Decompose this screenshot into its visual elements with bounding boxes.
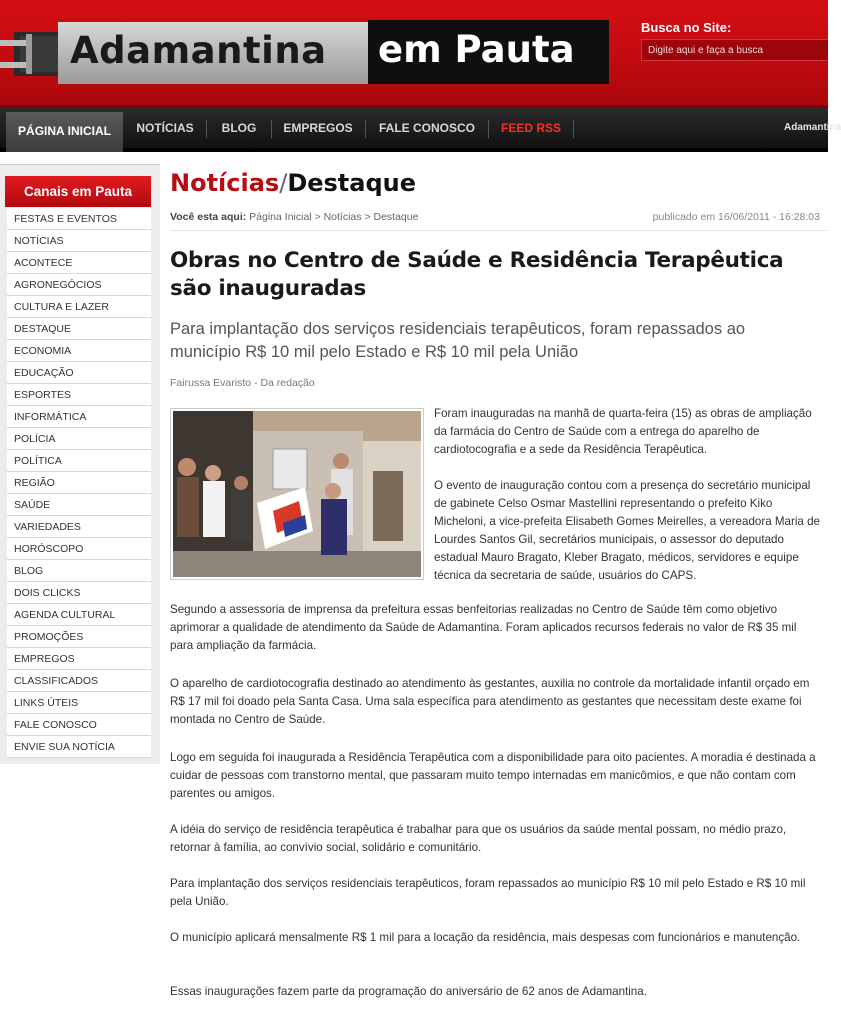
article-photo[interactable] xyxy=(170,408,424,580)
page-title xyxy=(170,169,416,197)
nav-divider xyxy=(365,120,366,138)
sidebar-item-promocoes[interactable]: PROMOÇÕES xyxy=(7,626,151,648)
nav-item-feed-rss[interactable]: FEED RSS xyxy=(500,121,561,135)
sidebar-item-informatica[interactable]: INFORMÁTICA xyxy=(7,406,151,428)
nav-divider xyxy=(573,120,574,138)
sidebar-item-fale-conosco[interactable]: FALE CONOSCO xyxy=(7,714,151,736)
sidebar-item-horoscopo[interactable]: HORÓSCOPO xyxy=(7,538,151,560)
sidebar-item-blog[interactable]: BLOG xyxy=(7,560,151,582)
sidebar-item-agronegocios[interactable]: AGRONEGÓCIOS xyxy=(7,274,151,296)
inauguration-photo xyxy=(173,411,421,577)
logo-tagline[interactable] xyxy=(368,20,609,84)
search-label: Busca no Site: xyxy=(641,20,732,35)
sidebar-item-destaque[interactable]: DESTAQUE xyxy=(7,318,151,340)
nav-item-blog[interactable]: BLOG xyxy=(221,121,257,135)
sidebar-item-cultura-e-lazer[interactable]: CULTURA E LAZER xyxy=(7,296,151,318)
article-title: Obras no Centro de Saúde e Residência Terapêutica são inauguradas xyxy=(170,248,784,301)
sidebar-item-regiao[interactable]: REGIÃO xyxy=(7,472,151,494)
sidebar-title: Canais em Pauta xyxy=(5,176,151,207)
sidebar-item-classificados[interactable]: CLASSIFICADOS xyxy=(7,670,151,692)
article-paragraph: Essas inaugurações fazem parte da programação do aniversário de 62 anos de Adamantina. xyxy=(170,985,647,998)
sidebar-item-acontece[interactable]: ACONTECE xyxy=(7,252,151,274)
search-input[interactable] xyxy=(641,39,828,61)
sidebar xyxy=(0,164,160,764)
sidebar-item-esportes[interactable]: ESPORTES xyxy=(7,384,151,406)
article-paragraph: O município aplicará mensalmente R$ 1 mil para a locação da residência, mais despesas com funcionários e manutenção. xyxy=(170,931,801,944)
sidebar-item-festas-e-eventos[interactable]: FESTAS E EVENTOS xyxy=(7,208,151,230)
sidebar-menu xyxy=(7,208,151,758)
nav-item-empregos[interactable]: EMPREGOS xyxy=(283,121,353,135)
sidebar-item-envie-sua-noticia[interactable]: ENVIE SUA NOTÍCIA xyxy=(7,736,151,758)
sidebar-item-links-uteis[interactable]: LINKS ÚTEIS xyxy=(7,692,151,714)
nav-right-text: Adamantina xyxy=(784,122,841,133)
logo-text-right: em Pauta xyxy=(378,28,575,71)
article-author: Fairussa Evaristo - Da redação xyxy=(170,377,315,389)
article-paragraph: Para implantação dos serviços residenciais terapêuticos, foram repassados ao município R$ 10 mil pelo Estado e R$ 10 mil pela União. xyxy=(170,877,806,908)
breadcrumb-path[interactable]: Página Inicial > Notícias > Destaque xyxy=(249,211,419,223)
article-paragraph: Logo em seguida foi inaugurada a Residência Terapêutica com a disponibilidade para oito pacientes. A moradia é destinada a cuidar de pessoas com transtorno mental, que passaram muito tempo internadas em manicômios, e que não contam com parentes ou amigos. xyxy=(170,751,816,800)
nav-divider xyxy=(488,120,489,138)
breadcrumb-prefix: Você esta aqui: xyxy=(170,211,247,223)
subsection-label: Destaque xyxy=(287,169,417,197)
article-paragraph: A idéia do serviço de residência terapêutica é trabalhar para que os usuários da saúde mental possam, no médio prazo, retornar à família, ao convívio social, solidário e comunitário. xyxy=(170,823,787,854)
sidebar-item-policia[interactable]: POLÍCIA xyxy=(7,428,151,450)
article-paragraph: O aparelho de cardiotocografia destinado ao atendimento às gestantes, auxilia no controle da mortalidade infantil orçado em R$ 17 mil foi doado pela Santa Casa. Uma sala específica para atendimento as gestantes que necessitam deste exame foi montada no Centro de Saúde. xyxy=(170,677,810,726)
article-paragraph: Foram inauguradas na manhã de quarta-feira (15) as obras de ampliação da farmácia do Centro de Saúde com a entrega do aparelho de cardiotocografia e a sede da Residência Terapêutica. xyxy=(434,407,812,456)
logo[interactable] xyxy=(58,22,368,84)
nav-item-fale-conosco[interactable]: FALE CONOSCO xyxy=(378,121,475,135)
article-paragraph: O evento de inauguração contou com a presença do secretário municipal de gabinete Celso Osmar Mastellini representando o prefeito Kiko Micheloni, a vice-prefeita Elisabeth Gomes Meirelles, a vereadora Maria de Lourdes Santos Gil, secretários municipais, o assessor do deputado estadual Mauro Bragato, Kleber Bragato, médicos, servidores e equipe técnica da secretaria de saúde, usuários do CAPS. xyxy=(434,479,820,582)
sidebar-item-variedades[interactable]: VARIEDADES xyxy=(7,516,151,538)
nav-item-noticias[interactable]: NOTÍCIAS xyxy=(136,121,194,135)
publish-date: publicado em 16/06/2011 - 16:28:03 xyxy=(652,211,820,223)
nav-divider xyxy=(206,120,207,138)
nav-item-pagina-inicial[interactable]: PÁGINA INICIAL xyxy=(6,112,123,152)
divider xyxy=(170,230,828,231)
nav-divider xyxy=(271,120,272,138)
section-link[interactable]: Notícias xyxy=(170,169,280,197)
section-separator: / xyxy=(279,169,288,197)
sidebar-item-saude[interactable]: SAÚDE xyxy=(7,494,151,516)
sidebar-item-noticias[interactable]: NOTÍCIAS xyxy=(7,230,151,252)
binder-clip-icon xyxy=(0,22,58,82)
sidebar-item-economia[interactable]: ECONOMIA xyxy=(7,340,151,362)
sidebar-item-politica[interactable]: POLÍTICA xyxy=(7,450,151,472)
sidebar-item-educacao[interactable]: EDUCAÇÃO xyxy=(7,362,151,384)
sidebar-item-dois-clicks[interactable]: DOIS CLICKS xyxy=(7,582,151,604)
site-header xyxy=(0,0,828,108)
breadcrumb xyxy=(170,211,418,223)
main-nav xyxy=(0,108,841,152)
logo-text-left: Adamantina xyxy=(70,29,327,72)
sidebar-item-agenda-cultural[interactable]: AGENDA CULTURAL xyxy=(7,604,151,626)
article-subtitle: Para implantação dos serviços residenciais terapêuticos, foram repassados ao município R$ 10 mil pelo Estado e R$ 10 mil pela União xyxy=(170,320,746,361)
sidebar-item-empregos[interactable]: EMPREGOS xyxy=(7,648,151,670)
article-paragraph: Segundo a assessoria de imprensa da prefeitura essas benfeitorias realizadas no Centro de Saúde têm como objetivo aprimorar a qualidade de atendimento da Saúde de Adamantina. Foram aplicados recursos federais no valor de R$ 35 mil para ampliação da farmácia. xyxy=(170,603,797,652)
